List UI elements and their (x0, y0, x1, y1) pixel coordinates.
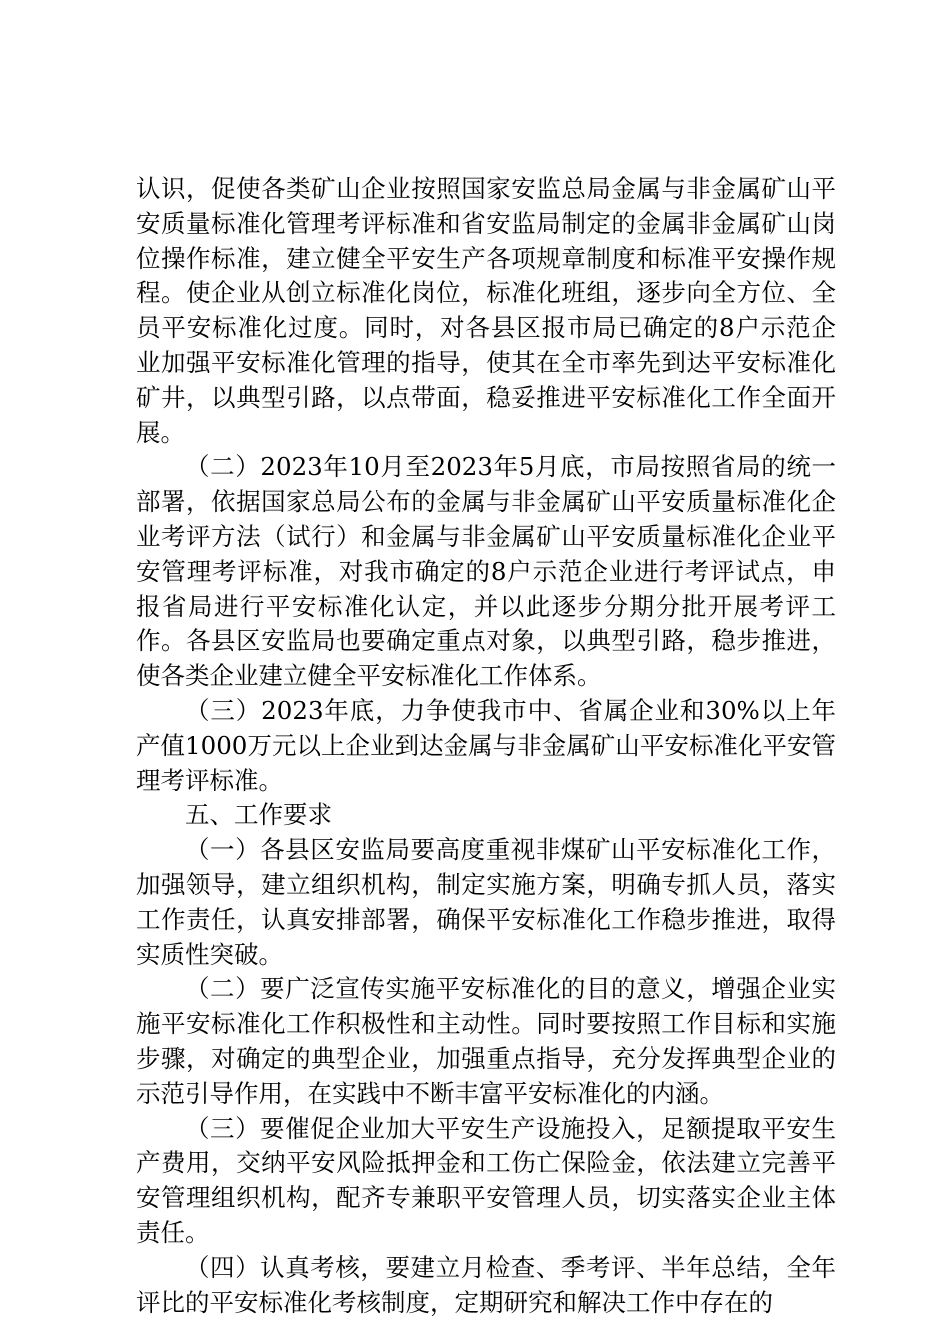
requirement-item-3: （三）要催促企业加大平安生产设施投入，足额提取平安生产费用，交纳平安风险抵押金和工伤亡保险金，依法建立完善平安管理组织机构，配齐专兼职平安管理人员，切实落实企业主体责任。 (136, 1113, 836, 1247)
paragraph-item-2: （二）2023年10月至2023年5月底，市局按照省局的统一部署，依据国家总局公布的金属与非金属矿山平安质量标准化企业考评方法（试行）和金属与非金属矿山平安质量标准化企业平安管理考评标准，对我市确定的8户示范企业进行考评试点，申报省局进行平安标准化认定，并以此逐步分期分批开展考评工作。各县区安监局也要确定重点对象，以典型引路，稳步推进，使各类企业建立健全平安标准化工作体系。 (136, 452, 836, 691)
paragraph-item-3: （三）2023年底，力争使我市中、省属企业和30%以上年产值1000万元以上企业到达金属与非金属矿山平安标准化平安管理考评标准。 (136, 695, 836, 795)
requirement-item-1: （一）各县区安监局要高度重视非煤矿山平安标准化工作，加强领导，建立组织机构，制定实施方案，明确专抓人员，落实工作责任，认真安排部署，确保平安标准化工作稳步推进，取得实质性突破。 (136, 835, 836, 969)
section-heading: 五、工作要求 (185, 800, 332, 830)
paragraph-continuation: 认识，促使各类矿山企业按照国家安监总局金属与非金属矿山平安质量标准化管理考评标准和省安监局制定的金属非金属矿山岗位操作标准，建立健全平安生产各项规章制度和标准平安操作规程。使企业从创立标准化岗位，标准化班组，逐步向全方位、全员平安标准化过度。同时，对各县区报市局已确定的8户示范企业加强平安标准化管理的指导，使其在全市率先到达平安标准化矿井，以典型引路，以点带面，稳妥推进平安标准化工作全面开展。 (136, 174, 836, 447)
requirement-item-2: （二）要广泛宣传实施平安标准化的目的意义，增强企业实施平安标准化工作积极性和主动性。同时要按照工作目标和实施步骤，对确定的典型企业，加强重点指导，充分发挥典型企业的示范引导作用，在实践中不断丰富平安标准化的内涵。 (136, 974, 836, 1108)
document-body (136, 172, 836, 1320)
requirement-item-4: （四）认真考核，要建立月检查、季考评、半年总结，全年评比的平安标准化考核制度，定期研究和解决工作中存在的 (136, 1252, 836, 1317)
